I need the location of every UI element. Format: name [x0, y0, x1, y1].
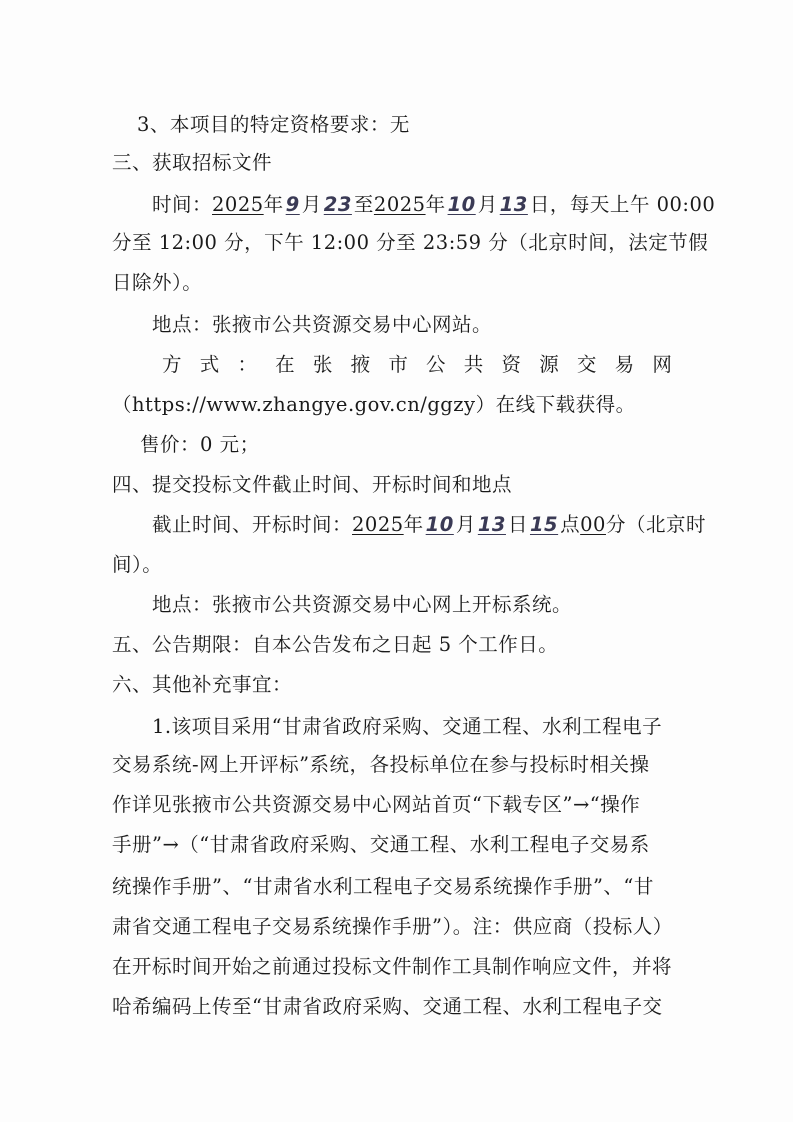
month-char: 月 — [477, 193, 498, 216]
section-heading-4: 四、提交投标文件截止时间、开标时间和地点 — [112, 473, 513, 496]
text-line-para7: 在开标时间开始之前通过投标文件制作工具制作响应文件，并将 — [112, 955, 673, 978]
text-line-time-cont2: 日除外）。 — [112, 271, 203, 294]
method-char: 在 — [275, 353, 295, 376]
method-char: 资 — [501, 353, 521, 376]
text-line-para6: 肃省交通工程电子交易系统操作手册”）。注：供应商（投标人） — [112, 915, 673, 938]
method-char: 市 — [388, 353, 408, 376]
start-day-handwritten: 23 — [323, 193, 352, 216]
text-line-qualification: 3、本项目的特定资格要求：无 — [137, 113, 410, 136]
text-line-para1: 1.该项目采用“甘肃省政府采购、交通工程、水利工程电子 — [152, 715, 663, 738]
text-line-location: 地点：张掖市公共资源交易中心网站。 — [152, 313, 493, 336]
section-heading-6: 六、其他补充事宜： — [112, 673, 293, 696]
text-line-para2: 交易系统-网上开评标”系统，各投标单位在参与投标时相关操 — [112, 753, 650, 776]
text-line-para4: 手册”→（“甘肃省政府采购、交通工程、水利工程电子交易系 — [112, 833, 650, 856]
text-line-method — [162, 352, 672, 378]
start-month-handwritten: 9 — [285, 193, 300, 216]
text-line-time-cont: 分至 12:00 分，下午 12:00 分至 23:59 分（北京时间，法定节假 — [112, 231, 709, 254]
hour-char: 点 — [560, 513, 581, 536]
year-char: 年 — [263, 193, 284, 216]
time-label: 时间： — [152, 193, 213, 216]
end-day-handwritten: 13 — [499, 193, 528, 216]
text-line-price: 售价：0 元； — [140, 433, 260, 456]
deadline-hour-handwritten: 15 — [529, 513, 559, 536]
end-year: 2025 — [373, 193, 426, 216]
text-line-para8: 哈希编码上传至“甘肃省政府采购、交通工程、水利工程电子交 — [112, 995, 663, 1018]
deadline-year: 2025 — [352, 513, 404, 536]
day-char: 日 — [507, 513, 528, 536]
method-char: 网 — [652, 353, 672, 376]
end-month-handwritten: 10 — [447, 193, 476, 216]
time-rest: 日，每天上午 00:00 — [529, 193, 716, 216]
text-line-deadline-cont: 间）。 — [112, 553, 163, 576]
deadline-day-handwritten: 13 — [477, 513, 506, 536]
month-char: 月 — [301, 193, 322, 216]
deadline-minute: 00 — [580, 513, 606, 536]
method-char: 张 — [312, 353, 333, 376]
method-char: 易 — [614, 353, 635, 376]
method-char: 共 — [463, 353, 484, 376]
start-year: 2025 — [212, 193, 264, 216]
method-char: ： — [237, 353, 257, 376]
method-char: 掖 — [350, 353, 371, 376]
section-heading-5: 五、公告期限：自本公告发布之日起 5 个工作日。 — [112, 633, 559, 656]
year-char: 年 — [425, 193, 446, 216]
section-heading-3: 三、获取招标文件 — [112, 151, 273, 174]
method-char: 源 — [539, 353, 559, 376]
deadline-label: 截止时间、开标时间： — [152, 513, 353, 536]
month-char: 月 — [455, 513, 476, 536]
deadline-rest: 分（北京时 — [605, 513, 706, 536]
text-line-url: （https://www.zhangye.gov.cn/ggzy）在线下载获得。 — [112, 393, 636, 416]
text-line-time — [152, 192, 715, 218]
method-char: 方 — [162, 353, 182, 376]
deadline-month-handwritten: 10 — [425, 513, 454, 536]
text-line-para5: 统操作手册”、“甘肃省水利工程电子交易系统操作手册”、“甘 — [112, 875, 654, 898]
method-char: 式 — [199, 353, 220, 376]
text-line-para3: 作详见张掖市公共资源交易中心网站首页“下载专区”→“操作 — [112, 793, 641, 816]
method-char: 交 — [576, 353, 597, 376]
text-line-opening-location: 地点：张掖市公共资源交易中心网上开标系统。 — [152, 593, 573, 616]
to-char: 至 — [353, 193, 374, 216]
year-char: 年 — [403, 513, 424, 536]
method-char: 公 — [426, 353, 446, 376]
text-line-deadline — [152, 512, 706, 538]
